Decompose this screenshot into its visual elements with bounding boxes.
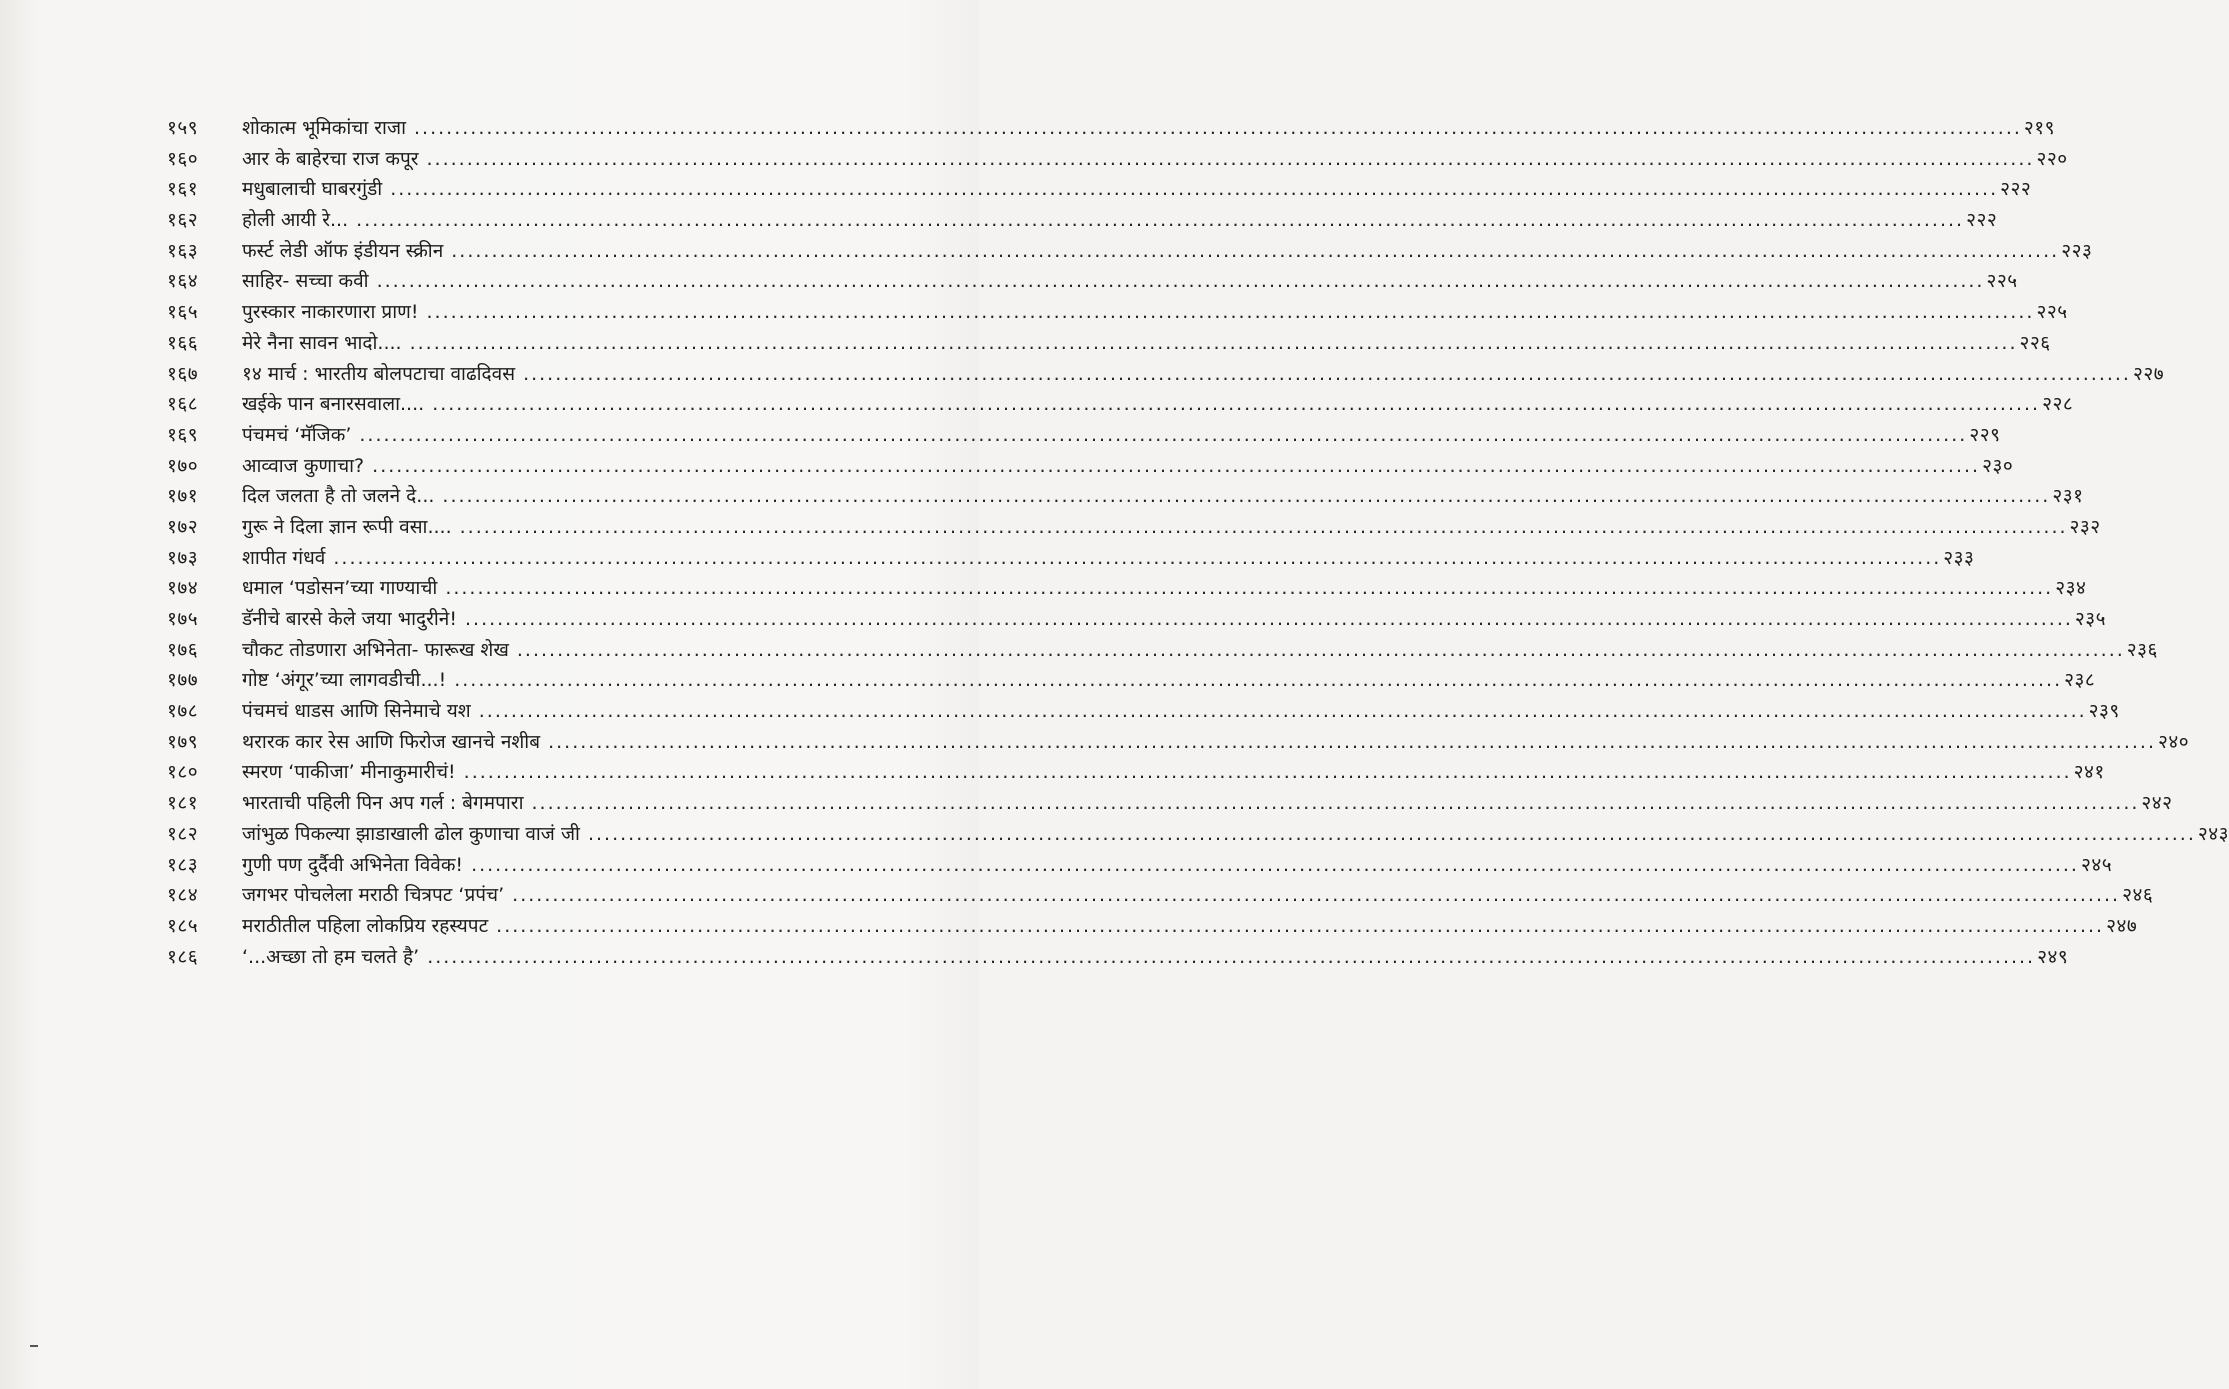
dot-leader: ........................................................................................................................................................................................................ <box>478 700 2087 723</box>
chapter-title: मधुबालाची घाबरगुंडी <box>242 178 383 201</box>
toc-entry <box>167 696 2120 727</box>
chapter-number: १६१ <box>167 178 199 201</box>
page-number: २१९ <box>2023 117 2056 139</box>
page-number: २४३ <box>2197 822 2229 845</box>
dot-leader: ........................................................................................................................................................................................................ <box>587 822 2196 845</box>
chapter-title: मराठीतील पहिला लोकप्रिय रहस्यपट <box>242 914 489 937</box>
toc-entry <box>167 512 2101 543</box>
chapter-title: भारताची पहिली पिन अप गर्ल : बेगमपारा <box>242 792 524 815</box>
chapter-number: १७४ <box>167 577 199 600</box>
dot-leader: ........................................................................................................................................................................................................ <box>454 669 2063 692</box>
chapter-number: १८१ <box>167 792 199 815</box>
chapter-number: १६७ <box>167 362 199 385</box>
chapter-number: १७९ <box>167 730 199 753</box>
dot-leader: ........................................................................................................................................................................................................ <box>426 147 2035 170</box>
page-number: २४५ <box>2080 853 2113 876</box>
page-number: २२६ <box>2019 331 2051 354</box>
dot-leader: ........................................................................................................................................................................................................ <box>496 914 2105 937</box>
dot-leader: ........................................................................................................................................................................................................ <box>459 515 2068 538</box>
chapter-number: १७५ <box>167 608 199 630</box>
dot-leader: ........................................................................................................................................................................................................ <box>359 423 1968 446</box>
chapter-title: जांभुळ पिकल्या झाडाखाली ढोल कुणाचा वाजं जी <box>242 822 580 845</box>
page-number: २३९ <box>2088 700 2120 723</box>
chapter-title: स्मरण ‘पाकीजा’ मीनाकुमारीचं! <box>242 761 456 784</box>
toc-entry <box>167 880 2154 911</box>
page-mark <box>30 1345 38 1347</box>
toc-entry <box>167 266 2018 297</box>
dot-leader: ........................................................................................................................................................................................................ <box>464 608 2073 630</box>
toc-entry <box>167 328 2051 359</box>
toc-entry <box>167 850 2113 881</box>
dot-leader: ........................................................................................................................................................................................................ <box>414 117 2022 139</box>
chapter-title: शोकात्म भूमिकांचा राजा <box>242 117 406 139</box>
page-number: २४२ <box>2141 792 2173 815</box>
toc-entry <box>167 819 2229 850</box>
chapter-title: गोष्ट ‘अंगूर’च्या लागवडीची...! <box>242 669 447 692</box>
chapter-title: पुरस्कार नाकारणारा प्राण! <box>242 301 419 324</box>
table-of-contents <box>167 113 2229 972</box>
chapter-title: दिल जलता है तो जलने दे... <box>242 485 435 508</box>
chapter-title: शापीत गंधर्व <box>242 546 326 569</box>
chapter-number: १८६ <box>167 945 199 968</box>
dot-leader: ........................................................................................................................................................................................................ <box>516 638 2125 661</box>
chapter-title: चौकट तोडणारा अभिनेता- फारूख शेख <box>242 638 509 661</box>
page-number: २४१ <box>2073 761 2105 784</box>
toc-entry <box>167 543 1975 574</box>
chapter-number: १८० <box>167 761 199 784</box>
page-number: २४६ <box>2122 884 2154 907</box>
chapter-title: गुरू ने दिला ज्ञान रूपी वसा.... <box>242 515 452 538</box>
page-number: २२५ <box>1986 270 2018 293</box>
toc-entry <box>167 236 2093 267</box>
chapter-number: १७२ <box>167 515 199 538</box>
chapter-title: पंचमचं धाडस आणि सिनेमाचे यश <box>242 700 471 723</box>
page-number: २३३ <box>1943 546 1975 569</box>
toc-entry <box>167 573 2087 604</box>
chapter-title: मेरे नैना सावन भादो.... <box>242 331 402 354</box>
chapter-title: आर के बाहेरचा राज कपूर <box>242 147 419 170</box>
dot-leader: ........................................................................................................................................................................................................ <box>531 792 2140 815</box>
dot-leader: ........................................................................................................................................................................................................ <box>432 393 2041 416</box>
page-number: २३६ <box>2126 638 2158 661</box>
chapter-title: फर्स्ट लेडी ऑफ इंडीयन स्क्रीन <box>242 239 444 262</box>
chapter-number: १६८ <box>167 393 199 416</box>
dot-leader: ........................................................................................................................................................................................................ <box>445 577 2054 600</box>
toc-entry <box>167 174 2032 205</box>
page-number: २३२ <box>2069 515 2101 538</box>
toc-entry <box>167 420 2001 451</box>
chapter-title: जगभर पोचलेला मराठी चित्रपट ‘प्रपंच’ <box>242 884 505 907</box>
toc-entry <box>167 757 2105 788</box>
dot-leader: ........................................................................................................................................................................................................ <box>523 362 2131 385</box>
toc-entry <box>167 665 2096 696</box>
chapter-title: पंचमचं ‘मॅजिक’ <box>242 423 352 446</box>
chapter-number: १८४ <box>167 884 199 907</box>
chapter-number: १६३ <box>167 239 199 262</box>
chapter-number: १६४ <box>167 270 199 293</box>
page-number: २२८ <box>2042 393 2074 416</box>
chapter-title: गुणी पण दुर्दैवी अभिनेता विवेक! <box>242 853 464 876</box>
dot-leader: ........................................................................................................................................................................................................ <box>390 178 1999 201</box>
chapter-title: खईके पान बनारसवाला.... <box>242 393 425 416</box>
page-number: २३१ <box>2052 485 2084 508</box>
toc-entry <box>167 144 2068 175</box>
chapter-title: धमाल ‘पडोसन’च्या गाण्याची <box>242 577 438 600</box>
toc-entry <box>167 451 2014 482</box>
dot-leader: ........................................................................................................................................................................................................ <box>512 884 2121 907</box>
page-number: २२२ <box>1966 209 1998 232</box>
toc-entry <box>167 389 2074 420</box>
dot-leader: ........................................................................................................................................................................................................ <box>451 239 2060 262</box>
toc-entry <box>167 942 2069 973</box>
toc-entry <box>167 788 2173 819</box>
chapter-title: ‘...अच्छा तो हम चलते है’ <box>242 945 420 968</box>
toc-entry <box>167 113 2056 144</box>
page-number: २३० <box>1982 454 2014 477</box>
chapter-number: १६२ <box>167 209 199 232</box>
chapter-title: थरारक कार रेस आणि फिरोज खानचे नशीब <box>242 730 541 753</box>
dot-leader: ........................................................................................................................................................................................................ <box>548 730 2156 753</box>
dot-leader: ........................................................................................................................................................................................................ <box>376 270 1985 293</box>
chapter-number: १८५ <box>167 914 199 937</box>
chapter-number: १७० <box>167 454 199 477</box>
chapter-number: १६५ <box>167 301 199 324</box>
page-number: २३४ <box>2055 577 2087 600</box>
chapter-number: १५९ <box>167 117 199 139</box>
dot-leader: ........................................................................................................................................................................................................ <box>426 301 2035 324</box>
chapter-number: १६६ <box>167 331 199 354</box>
dot-leader: ........................................................................................................................................................................................................ <box>356 209 1965 232</box>
chapter-number: १८३ <box>167 853 199 876</box>
chapter-number: १६० <box>167 147 199 170</box>
page-number: २४९ <box>2037 945 2069 968</box>
toc-entry <box>167 604 2107 635</box>
page-number: २३५ <box>2074 608 2107 630</box>
chapter-number: १७७ <box>167 669 199 692</box>
toc-entry <box>167 297 2068 328</box>
page-number: २२५ <box>2036 301 2068 324</box>
chapter-title: १४ मार्च : भारतीय बोलपटाचा वाढदिवस <box>242 362 516 385</box>
page-number: २२० <box>2036 147 2068 170</box>
toc-entry <box>167 359 2165 390</box>
page-number: २२२ <box>2000 178 2032 201</box>
toc-entry <box>167 205 1998 236</box>
page-number: २२३ <box>2061 239 2093 262</box>
chapter-number: १७१ <box>167 485 199 508</box>
chapter-number: १७३ <box>167 546 199 569</box>
toc-entry <box>167 635 2158 666</box>
toc-entry <box>167 727 2190 758</box>
dot-leader: ........................................................................................................................................................................................................ <box>427 945 2036 968</box>
dot-leader: ........................................................................................................................................................................................................ <box>463 761 2072 784</box>
chapter-number: १८२ <box>167 822 199 845</box>
chapter-title: होली आयी रे... <box>242 209 349 232</box>
dot-leader: ........................................................................................................................................................................................................ <box>409 331 2018 354</box>
chapter-title: साहिर- सच्चा कवी <box>242 270 369 293</box>
toc-entry <box>167 911 2138 942</box>
toc-entry <box>167 481 2084 512</box>
page-number: २२७ <box>2132 362 2165 385</box>
dot-leader: ........................................................................................................................................................................................................ <box>442 485 2051 508</box>
page-number: २४७ <box>2106 914 2138 937</box>
dot-leader: ........................................................................................................................................................................................................ <box>333 546 1942 569</box>
page-number: २४० <box>2158 730 2190 753</box>
dot-leader: ........................................................................................................................................................................................................ <box>471 853 2079 876</box>
chapter-number: १७८ <box>167 700 199 723</box>
chapter-number: १७६ <box>167 638 199 661</box>
chapter-title: डॅनीचे बारसे केले जया भादुरीने! <box>242 608 457 630</box>
dot-leader: ........................................................................................................................................................................................................ <box>372 454 1981 477</box>
page-number: २२९ <box>1969 423 2001 446</box>
page-number: २३८ <box>2064 669 2096 692</box>
chapter-number: १६९ <box>167 423 199 446</box>
chapter-title: आव्वाज कुणाचा? <box>242 454 365 477</box>
